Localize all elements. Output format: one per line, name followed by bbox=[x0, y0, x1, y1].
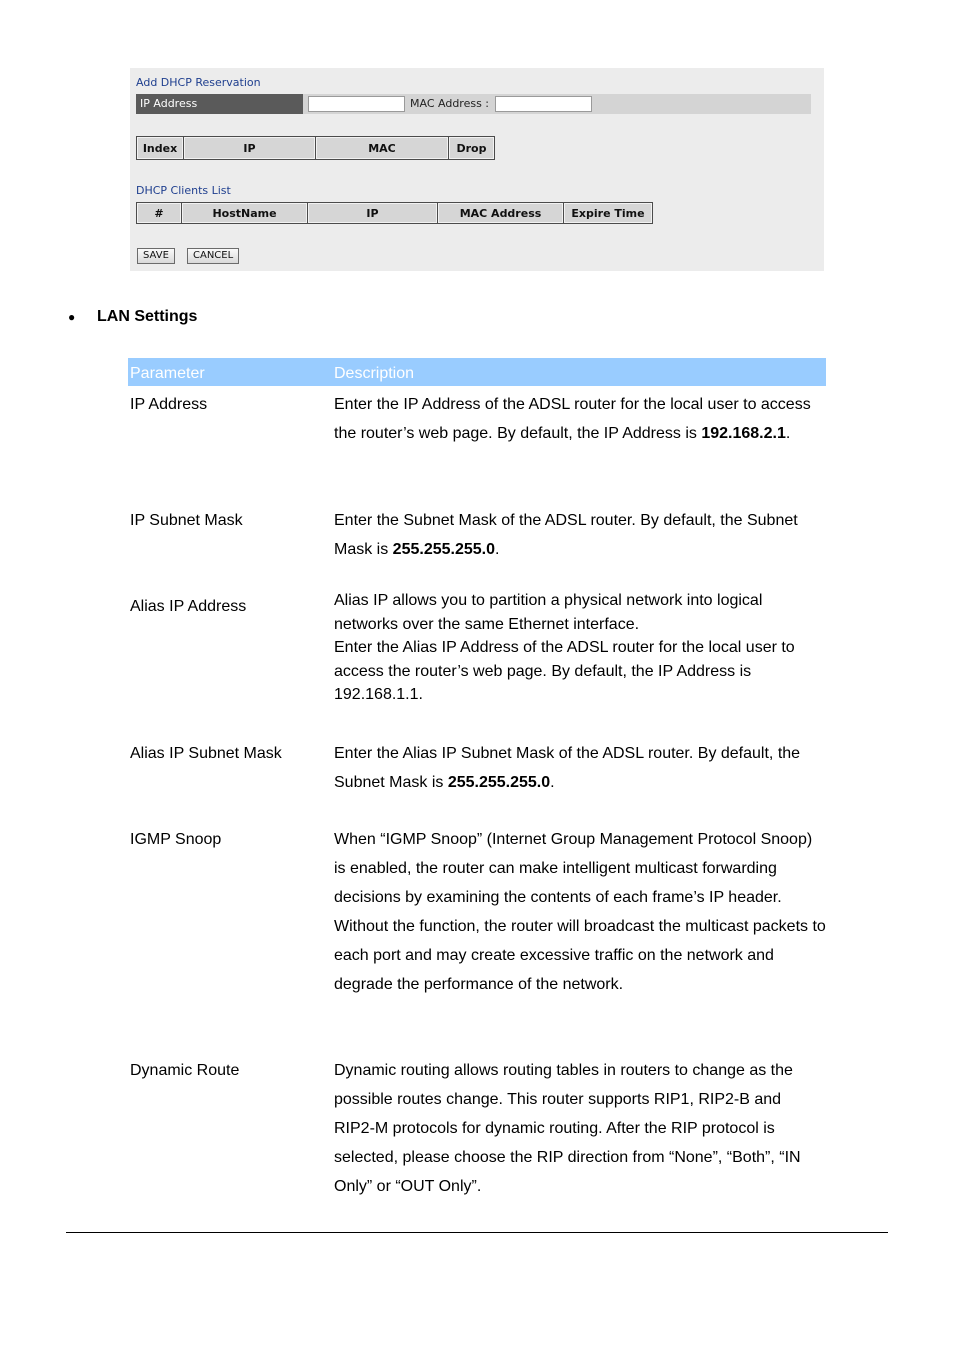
desc-igmp-snoop: When “IGMP Snoop” (Internet Group Management Protocol Snoop) is enabled, the router can make intelligent multicast forwarding decisions by examining the contents of each frame’s IP header. Without the function, the router will broadcast the multicast packets to each port and may create excessive traffic on the network and degrade the performance of the network. bbox=[334, 831, 826, 993]
default-value: 255.255.255.0 bbox=[447, 774, 551, 791]
reservation-ip-input[interactable] bbox=[308, 96, 405, 112]
bullet-icon: ● bbox=[68, 310, 76, 324]
default-value: 255.255.255.0 bbox=[392, 541, 495, 558]
clients-table-header bbox=[137, 203, 653, 224]
desc-dynamic-route: Dynamic routing allows routing tables in routers to change as the possible routes change. This router supports RIP1, RIP2-B and RIP2-M protocols for dynamic routing. After the RIP protocol is selected, please choose the RIP direction from “None”, “Both”, “IN Only” or “OUT Only”. bbox=[334, 1062, 801, 1195]
param-alias-ip-subnet-mask: Alias IP Subnet Mask bbox=[130, 745, 282, 762]
col-index: Index bbox=[137, 137, 184, 160]
save-button[interactable]: SAVE bbox=[137, 248, 175, 264]
col-drop: Drop bbox=[449, 137, 495, 160]
desc-text: . bbox=[785, 425, 791, 442]
param-dynamic-route: Dynamic Route bbox=[130, 1062, 240, 1079]
footer-divider bbox=[66, 1232, 888, 1233]
param-alias-ip-address: Alias IP Address bbox=[130, 598, 247, 615]
parameter-table-header bbox=[128, 358, 826, 386]
desc-text: . bbox=[495, 541, 500, 558]
col-mac-address: MAC Address bbox=[438, 203, 564, 224]
clients-title: DHCP Clients List bbox=[136, 184, 231, 197]
reservation-mac-input[interactable] bbox=[495, 96, 592, 112]
col-mac: MAC bbox=[316, 137, 449, 160]
param-ip-subnet-mask: IP Subnet Mask bbox=[130, 512, 243, 529]
reservation-title: Add DHCP Reservation bbox=[136, 76, 261, 89]
desc-text: Enter the Alias IP Subnet Mask of the ADSL router. By default, the Subnet Mask is bbox=[334, 745, 801, 791]
desc-text: . bbox=[550, 774, 555, 791]
cancel-button[interactable]: CANCEL bbox=[187, 248, 239, 264]
col-expire-time: Expire Time bbox=[564, 203, 653, 224]
reservation-ip-label: IP Address bbox=[136, 94, 303, 114]
router-settings-panel bbox=[130, 68, 824, 271]
header-description: Description bbox=[334, 365, 415, 382]
header-parameter: Parameter bbox=[130, 365, 205, 382]
reservation-row bbox=[136, 94, 811, 114]
reservation-table-header bbox=[137, 137, 495, 160]
col-ip: IP bbox=[184, 137, 316, 160]
col-client-ip: IP bbox=[308, 203, 438, 224]
desc-text: Enter the IP Address of the ADSL router for the local user to access the router’s web page. By default, the IP Address is bbox=[334, 396, 811, 442]
desc-alias-ip-subnet-mask bbox=[334, 739, 826, 797]
desc-ip-address bbox=[334, 390, 826, 448]
desc-ip-subnet-mask bbox=[334, 506, 826, 564]
reservation-mac-label: MAC Address : bbox=[410, 97, 490, 110]
param-ip-address: IP Address bbox=[130, 396, 208, 413]
desc-text: Enter the Subnet Mask of the ADSL router. By default, the Subnet Mask is bbox=[334, 512, 798, 558]
desc-text: Enter the Alias IP Address of the ADSL router for the local user to access the router’s web page. By default, the IP Address is 192.168.1.1. bbox=[334, 639, 795, 703]
desc-text: Alias IP allows you to partition a physical network into logical networks over the same Ethernet interface. bbox=[334, 592, 763, 633]
col-hostname: HostName bbox=[182, 203, 308, 224]
desc-alias-ip-address bbox=[334, 589, 826, 707]
col-number: # bbox=[137, 203, 182, 224]
section-heading: LAN Settings bbox=[97, 308, 198, 325]
reservation-table bbox=[136, 136, 495, 160]
param-igmp-snoop: IGMP Snoop bbox=[130, 831, 222, 848]
default-value: 192.168.2.1 bbox=[701, 425, 786, 442]
clients-table bbox=[136, 202, 653, 224]
